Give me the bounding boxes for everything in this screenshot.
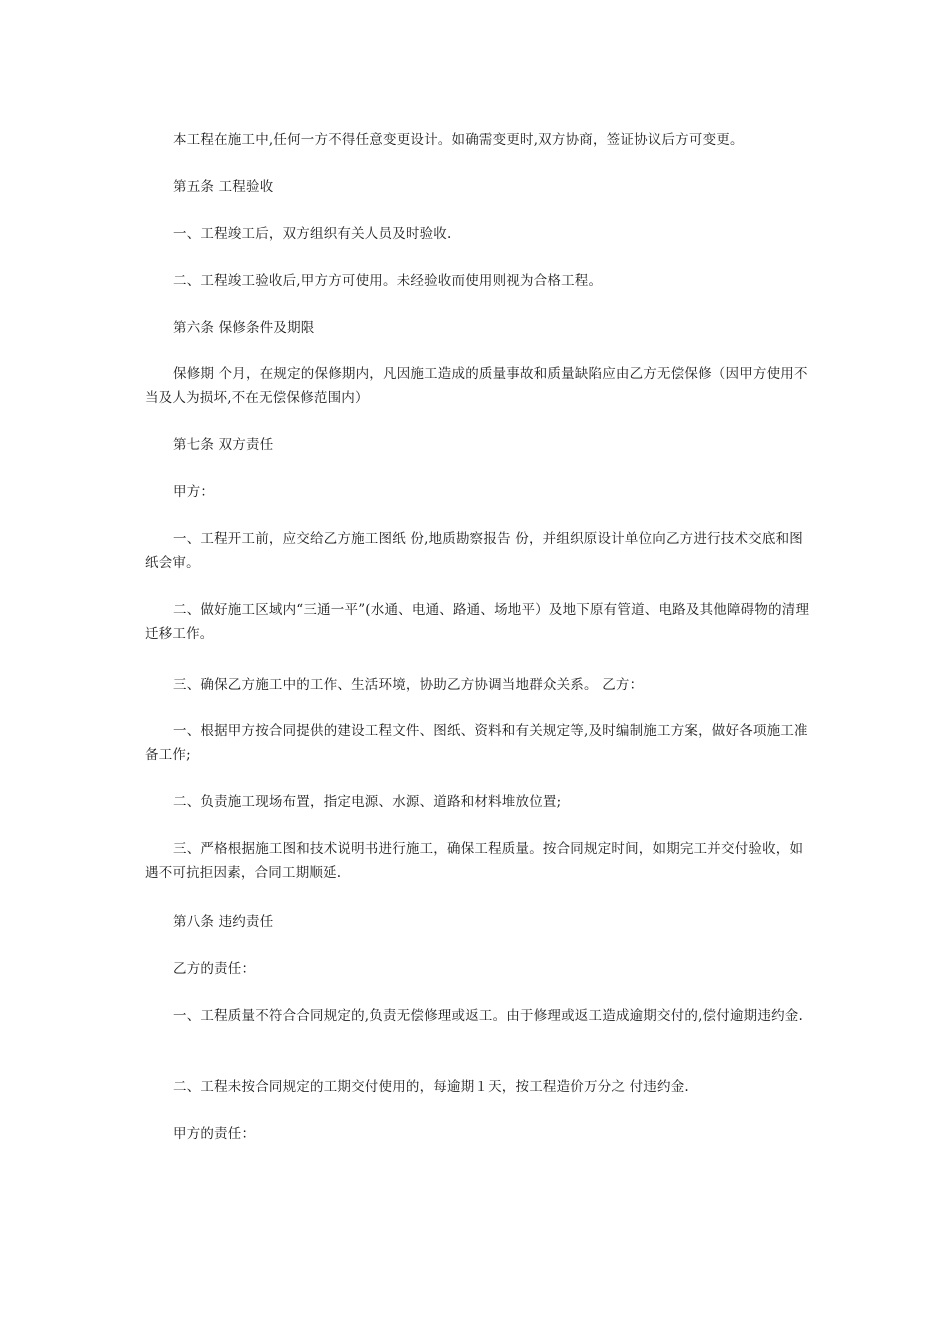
paragraph-warranty: 保修期 个月，在规定的保修期内，凡因施工造成的质量事故和质量缺陷应由乙方无偿保修（因甲方使用不当及人为损坏,不在无偿保修范围内） xyxy=(145,366,808,406)
paragraph-party-b-1: 一、根据甲方按合同提供的建设工程文件、图纸、资料和有关规定等,及时编制施工方案，做好各项施工准备工作; xyxy=(145,723,808,763)
paragraph-party-b-2: 二、负责施工现场布置，指定电源、水源、道路和材料堆放位置; xyxy=(173,794,562,810)
paragraph-party-a-1: 一、工程开工前，应交给乙方施工图纸 份,地质勘察报告 份，并组织原设计单位向乙方进行技术交底和图纸会审。 xyxy=(145,531,803,571)
paragraph-party-b-3: 三、严格根据施工图和技术说明书进行施工，确保工程质量。按合同规定时间，如期完工并交付验收，如遇不可抗拒因素，合同工期顺延. xyxy=(145,841,804,881)
label-party-a-liability: 甲方的责任： xyxy=(173,1126,256,1142)
label-party-b-liability: 乙方的责任： xyxy=(173,961,256,977)
heading-article-6: 第六条 保修条件及期限 xyxy=(173,320,315,336)
paragraph-liability-2: 二、工程未按合同规定的工期交付使用的，每逾期１天，按工程造价万分之 付违约金. xyxy=(173,1079,689,1095)
heading-article-8: 第八条 违约责任 xyxy=(173,914,274,930)
paragraph-acceptance-1: 一、工程竣工后，双方组织有关人员及时验收. xyxy=(173,226,452,242)
paragraph-acceptance-2: 二、工程竣工验收后,甲方方可使用。未经验收而使用则视为合格工程。 xyxy=(173,273,603,289)
label-party-a: 甲方： xyxy=(173,484,215,500)
paragraph-party-a-3: 三、确保乙方施工中的工作、生活环境，协助乙方协调当地群众关系。 乙方： xyxy=(173,677,644,693)
heading-article-7: 第七条 双方责任 xyxy=(173,437,274,453)
paragraph-liability-1: 一、工程质量不符合合同规定的,负责无偿修理或返工。由于修理或返工造成逾期交付的,偿付逾期违约金. xyxy=(173,1008,803,1024)
paragraph-design-change: 本工程在施工中,任何一方不得任意变更设计。如确需变更时,双方协商，签证协议后方可变更。 xyxy=(173,132,744,148)
heading-article-5: 第五条 工程验收 xyxy=(173,179,274,195)
paragraph-party-a-2: 二、做好施工区域内“三通一平”(水通、电通、路通、场地平）及地下原有管道、电路及其他障碍物的清理迁移工作。 xyxy=(145,602,810,642)
